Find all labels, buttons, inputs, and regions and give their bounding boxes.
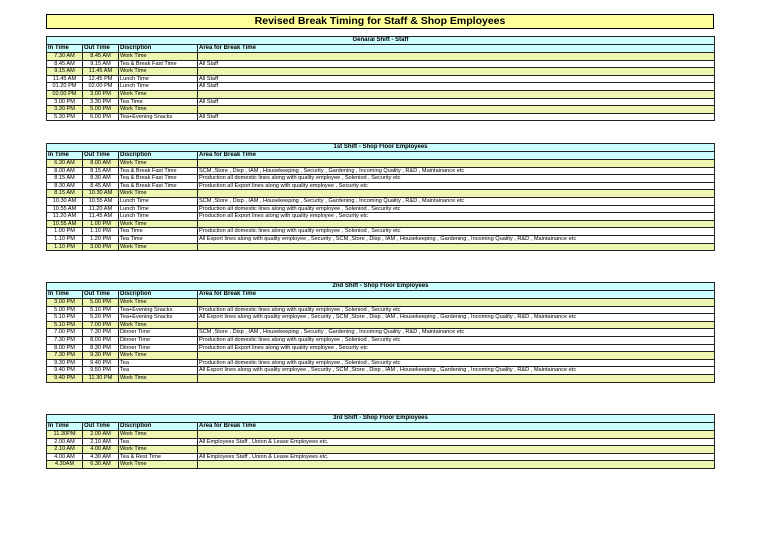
area-cell: [198, 374, 715, 382]
in-time-cell: 10.30 AM: [47, 197, 83, 205]
description-cell: Work Time: [119, 90, 198, 98]
area-cell: SCM ,Store , Disp , IAM , Housekeeping , Security , Gardening , Incoming Quality , R&D , Maintainance etc: [198, 329, 715, 337]
table-row: [47, 453, 715, 461]
out-time-cell: 1.00 PM: [83, 220, 119, 228]
section-heading: Genaral Shift - Staff: [47, 37, 715, 45]
out-time-cell: 4.00 AM: [83, 446, 119, 454]
table-row: [47, 314, 715, 322]
description-cell: Lunch Time: [119, 205, 198, 213]
description-cell: Dinner Time: [119, 344, 198, 352]
in-time-cell: 7.30 AM: [47, 53, 83, 61]
description-cell: Tea Time: [119, 98, 198, 106]
in-time-header: In Time: [47, 45, 83, 53]
table-row: [47, 461, 715, 469]
in-time-cell: 10.55 AM: [47, 205, 83, 213]
table-row: [47, 299, 715, 307]
in-time-cell: 7.30 PM: [47, 352, 83, 360]
out-time-cell: 9.30 PM: [83, 352, 119, 360]
table-row: [47, 160, 715, 168]
out-time-cell: 3.00 PM: [83, 243, 119, 251]
table-row: [47, 98, 715, 106]
area-cell: Production all domestic lines along with quality employee , Soleniod , Security etc: [198, 205, 715, 213]
column-header-row: [47, 45, 715, 53]
in-time-cell: 5.30 PM: [47, 113, 83, 121]
description-cell: Lunch Time: [119, 75, 198, 83]
table-row: [47, 446, 715, 454]
out-time-cell: 8.00 AM: [83, 160, 119, 168]
table-row: [47, 367, 715, 375]
description-cell: Tea Time: [119, 235, 198, 243]
in-time-header: In Time: [47, 423, 83, 431]
description-cell: Lunch Time: [119, 213, 198, 221]
document-title: Revised Break Timing for Staff & Shop Employees: [46, 14, 714, 29]
out-time-cell: 8.45 AM: [83, 182, 119, 190]
in-time-cell: 3.00 PM: [47, 98, 83, 106]
area-header: Area for Break Time: [198, 423, 715, 431]
in-time-header: In Time: [47, 152, 83, 160]
area-cell: Production all domestic lines along with quality employee , Soleniod , Security etc: [198, 359, 715, 367]
description-header: Discription: [119, 423, 198, 431]
description-cell: Work Time: [119, 68, 198, 76]
description-cell: Work Time: [119, 431, 198, 439]
description-cell: Tea & Break Fast Time: [119, 182, 198, 190]
in-time-cell: 1.10 PM: [47, 243, 83, 251]
description-cell: Tea & Break Fast Time: [119, 167, 198, 175]
table-row: [47, 205, 715, 213]
table-row: [47, 106, 715, 114]
table-row: [47, 83, 715, 91]
in-time-cell: 4.00 AM: [47, 453, 83, 461]
in-time-cell: 10.55 AM: [47, 220, 83, 228]
out-time-cell: 5.10 PM: [83, 306, 119, 314]
section-heading-row: [47, 37, 715, 45]
description-cell: Work Time: [119, 321, 198, 329]
section-second-shift: [46, 282, 714, 383]
description-cell: Dinner Time: [119, 336, 198, 344]
area-cell: [198, 53, 715, 61]
in-time-cell: 2.00 AM: [47, 438, 83, 446]
out-time-cell: 10.30 AM: [83, 190, 119, 198]
description-header: Discription: [119, 152, 198, 160]
area-cell: [198, 446, 715, 454]
table-row: [47, 113, 715, 121]
out-time-cell: 1.10 PM: [83, 228, 119, 236]
out-time-cell: 5.20 PM: [83, 314, 119, 322]
description-cell: Tea+Evening Snacks: [119, 113, 198, 121]
description-cell: Tea & Rest Time: [119, 453, 198, 461]
table-row: [47, 60, 715, 68]
section-heading: 3rd Shift - Shop Floor Employees: [47, 415, 715, 423]
in-time-header: In Time: [47, 291, 83, 299]
section-third-shift: [46, 414, 714, 469]
out-time-cell: 8.15 AM: [83, 167, 119, 175]
in-time-cell: 5.00 PM: [47, 306, 83, 314]
description-cell: Work Time: [119, 190, 198, 198]
description-cell: Work Time: [119, 243, 198, 251]
area-cell: All Export lines along with quality employee , Security , SCM ,Store , Disp , IAM , Housekeeping , Gardening , Incoming Quality , R&D , Maintainance etc: [198, 235, 715, 243]
table-row: [47, 68, 715, 76]
out-time-cell: 3.00 PM: [83, 90, 119, 98]
area-cell: [198, 299, 715, 307]
schedule-table: [46, 143, 715, 251]
in-time-cell: 5.10 PM: [47, 321, 83, 329]
out-time-header: Out Time: [83, 45, 119, 53]
section-general-shift: [46, 36, 714, 121]
area-cell: Production all Export lines along with quality employee , Security etc: [198, 182, 715, 190]
description-header: Discription: [119, 291, 198, 299]
out-time-cell: 10.55 AM: [83, 197, 119, 205]
description-cell: Work Time: [119, 461, 198, 469]
area-cell: All Employees Staff , Union & Lease Employees etc.: [198, 453, 715, 461]
schedule-table: [46, 414, 715, 469]
area-cell: [198, 90, 715, 98]
in-time-cell: 9.15 AM: [47, 68, 83, 76]
table-row: [47, 182, 715, 190]
area-cell: [198, 431, 715, 439]
in-time-cell: 7.30 PM: [47, 336, 83, 344]
description-cell: Tea & Break Fast Time: [119, 175, 198, 183]
area-cell: [198, 461, 715, 469]
area-cell: Production all domestic lines along with quality employee , Soleniod , Security etc: [198, 175, 715, 183]
description-cell: Tea Time: [119, 228, 198, 236]
area-cell: All Staff: [198, 83, 715, 91]
area-cell: All Employees Staff , Union & Lease Employees etc.: [198, 438, 715, 446]
description-cell: Tea & Break Fast Time: [119, 60, 198, 68]
area-cell: Production all Export lines along with quality employee , Security etc: [198, 213, 715, 221]
table-row: [47, 197, 715, 205]
out-time-cell: 11.45 AM: [83, 213, 119, 221]
in-time-cell: 9.40 PM: [47, 367, 83, 375]
description-cell: Work Time: [119, 446, 198, 454]
out-time-cell: 11.30 PM: [83, 374, 119, 382]
out-time-cell: 9.15 AM: [83, 60, 119, 68]
area-cell: All Staff: [198, 60, 715, 68]
out-time-cell: 8.30 AM: [83, 175, 119, 183]
description-cell: Work Time: [119, 220, 198, 228]
table-row: [47, 431, 715, 439]
area-cell: [198, 321, 715, 329]
table-row: [47, 90, 715, 98]
area-header: Area for Break Time: [198, 291, 715, 299]
table-row: [47, 306, 715, 314]
section-heading-row: [47, 144, 715, 152]
table-row: [47, 167, 715, 175]
area-cell: All Staff: [198, 113, 715, 121]
table-row: [47, 359, 715, 367]
in-time-cell: 1.00 PM: [47, 228, 83, 236]
out-time-cell: 1.20 PM: [83, 235, 119, 243]
out-time-cell: 8.45 AM: [83, 53, 119, 61]
in-time-cell: 8.00 PM: [47, 344, 83, 352]
out-time-cell: 9.40 PM: [83, 359, 119, 367]
area-cell: [198, 68, 715, 76]
schedule-table: [46, 36, 715, 121]
table-row: [47, 175, 715, 183]
area-header: Area for Break Time: [198, 45, 715, 53]
out-time-cell: 3.30 PM: [83, 98, 119, 106]
in-time-cell: 3.30 PM: [47, 106, 83, 114]
out-time-cell: 02.00 PM: [83, 83, 119, 91]
area-cell: All Export lines along with quality employee , Security , SCM ,Store , Disp , IAM , Housekeeping , Gardening , Incoming Quality , R&D , Maintainance etc: [198, 314, 715, 322]
area-cell: Production all Export lines along with quality employee , Security etc: [198, 344, 715, 352]
in-time-cell: 7.00 PM: [47, 329, 83, 337]
out-time-cell: 7.00 PM: [83, 321, 119, 329]
table-row: [47, 235, 715, 243]
in-time-cell: 8.15 AM: [47, 175, 83, 183]
area-cell: SCM ,Store , Disp , IAM , Housekeeping , Security , Gardening , Incoming Quality , R&D , Maintainance etc: [198, 197, 715, 205]
out-time-header: Out Time: [83, 423, 119, 431]
out-time-cell: 6.00 PM: [83, 113, 119, 121]
in-time-cell: 8.30 AM: [47, 182, 83, 190]
description-cell: Lunch Time: [119, 197, 198, 205]
in-time-cell: 1.10 PM: [47, 235, 83, 243]
column-header-row: [47, 423, 715, 431]
in-time-cell: 2.10 AM: [47, 446, 83, 454]
description-cell: Tea: [119, 367, 198, 375]
description-cell: Work Time: [119, 160, 198, 168]
column-header-row: [47, 291, 715, 299]
table-row: [47, 213, 715, 221]
out-time-cell: 12.45 PM: [83, 75, 119, 83]
table-row: [47, 220, 715, 228]
in-time-cell: 11.30PM: [47, 431, 83, 439]
area-cell: [198, 106, 715, 114]
area-cell: [198, 243, 715, 251]
out-time-header: Out Time: [83, 291, 119, 299]
in-time-cell: 3.00 PM: [47, 299, 83, 307]
in-time-cell: 02.00 PM: [47, 90, 83, 98]
out-time-cell: 2.10 AM: [83, 438, 119, 446]
in-time-cell: 11.20 AM: [47, 213, 83, 221]
out-time-cell: 8.00 PM: [83, 336, 119, 344]
section-heading: 1st Shift - Shop Floor Employees: [47, 144, 715, 152]
section-heading: 2nd Shift - Shop Floor Employees: [47, 283, 715, 291]
description-cell: Work Time: [119, 106, 198, 114]
schedule-table: [46, 282, 715, 383]
description-cell: Tea: [119, 359, 198, 367]
description-cell: Tea+Evening Snacks: [119, 314, 198, 322]
out-time-cell: 8.30 PM: [83, 344, 119, 352]
out-time-cell: 5.00 PM: [83, 106, 119, 114]
column-header-row: [47, 152, 715, 160]
table-row: [47, 75, 715, 83]
description-cell: Lunch Time: [119, 83, 198, 91]
area-cell: SCM ,Store , Disp , IAM , Housekeeping , Security , Gardening , Incoming Quality , R&D , Maintainance etc: [198, 167, 715, 175]
description-header: Discription: [119, 45, 198, 53]
in-time-cell: 01.20 PM: [47, 83, 83, 91]
out-time-cell: 11.20 AM: [83, 205, 119, 213]
description-cell: Tea: [119, 438, 198, 446]
section-heading-row: [47, 283, 715, 291]
section-first-shift: [46, 143, 714, 251]
out-time-cell: 5.00 PM: [83, 299, 119, 307]
table-row: [47, 438, 715, 446]
area-cell: [198, 220, 715, 228]
out-time-cell: 9.50 PM: [83, 367, 119, 375]
in-time-cell: 8.15 AM: [47, 190, 83, 198]
description-cell: Tea+Evening Snacks: [119, 306, 198, 314]
area-cell: [198, 352, 715, 360]
out-time-header: Out Time: [83, 152, 119, 160]
table-row: [47, 228, 715, 236]
in-time-cell: 4.30AM: [47, 461, 83, 469]
in-time-cell: 11.45 AM: [47, 75, 83, 83]
table-row: [47, 243, 715, 251]
description-cell: Work Time: [119, 374, 198, 382]
out-time-cell: 2.00 AM: [83, 431, 119, 439]
area-cell: Production all domestic lines along with quality employee , Soleniod , Security etc: [198, 336, 715, 344]
out-time-cell: 4.30 AM: [83, 453, 119, 461]
description-cell: Work Time: [119, 53, 198, 61]
description-cell: Dinner Time: [119, 329, 198, 337]
area-header: Area for Break Time: [198, 152, 715, 160]
area-cell: All Staff: [198, 75, 715, 83]
table-row: [47, 329, 715, 337]
area-cell: All Export lines along with quality employee , Security , SCM ,Store , Disp , IAM , Housekeeping , Gardening , Incoming Quality , R&D , Maintainance etc: [198, 367, 715, 375]
description-cell: Work Time: [119, 352, 198, 360]
area-cell: [198, 160, 715, 168]
area-cell: [198, 190, 715, 198]
in-time-cell: 8.45 AM: [47, 60, 83, 68]
table-row: [47, 374, 715, 382]
section-heading-row: [47, 415, 715, 423]
out-time-cell: 11.45 AM: [83, 68, 119, 76]
in-time-cell: 9.40 PM: [47, 374, 83, 382]
area-cell: All Staff: [198, 98, 715, 106]
table-row: [47, 321, 715, 329]
table-row: [47, 352, 715, 360]
table-row: [47, 190, 715, 198]
table-row: [47, 336, 715, 344]
in-time-cell: 8.00 AM: [47, 167, 83, 175]
in-time-cell: 6.30 AM: [47, 160, 83, 168]
out-time-cell: 6.30 AM: [83, 461, 119, 469]
in-time-cell: 5.10 PM: [47, 314, 83, 322]
description-cell: Work Time: [119, 299, 198, 307]
area-cell: Production all domestic lines along with quality employee , Soleniod , Security etc: [198, 306, 715, 314]
out-time-cell: 7.30 PM: [83, 329, 119, 337]
table-row: [47, 53, 715, 61]
in-time-cell: 9.30 PM: [47, 359, 83, 367]
table-row: [47, 344, 715, 352]
area-cell: Production all domestic lines along with quality employee , Soleniod , Security etc: [198, 228, 715, 236]
